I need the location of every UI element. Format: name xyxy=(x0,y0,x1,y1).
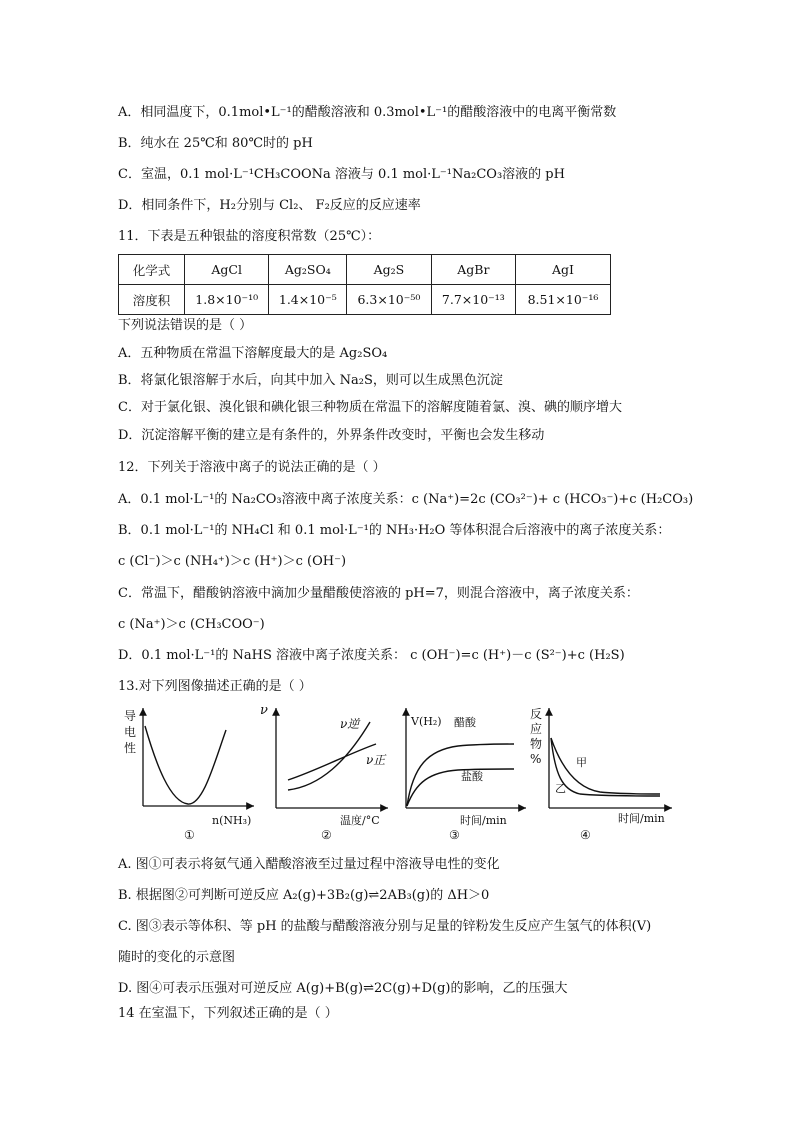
fig4-curve-yi xyxy=(551,738,660,796)
table-cell: 化学式 xyxy=(119,255,185,285)
q11-option-c: C．对于氯化银、溴化银和碘化银三种物质在常温下的溶解度随着氯、溴、碘的顺序增大 xyxy=(118,400,622,415)
fig1-ylabel-2: 电 xyxy=(124,725,137,739)
q12-stem: 12．下列关于溶液中离子的说法正确的是（ ） xyxy=(118,460,386,475)
fig1-number: ① xyxy=(184,828,195,842)
q12-option-a: A．0.1 mol·L⁻¹的 Na₂CO₃溶液中离子浓度关系：c (Na⁺)=2c (CO₃²⁻)+ c (HCO₃⁻)+c (H₂CO₃) xyxy=(118,492,694,507)
fig4-curve-jia xyxy=(551,738,660,794)
figure-3 xyxy=(398,704,538,846)
table-cell: 6.3×10⁻⁵⁰ xyxy=(347,285,431,315)
q13-option-b: B. 根据图②可判断可逆反应 A₂(g)+3B₂(g)⇌2AB₃(g)的 ΔH＞0 xyxy=(118,888,490,903)
fig3-ylabel: V(H₂) xyxy=(411,715,442,728)
table-cell: AgI xyxy=(516,255,611,285)
q10-option-a: A．相同温度下，0.1mol•L⁻¹的醋酸溶液和 0.3mol•L⁻¹的醋酸溶液中的电离平衡常数 xyxy=(118,105,617,120)
table-row xyxy=(119,255,611,285)
table-cell: 1.8×10⁻¹⁰ xyxy=(185,285,269,315)
q12-option-b-line2: c (Cl⁻)＞c (NH₄⁺)＞c (H⁺)＞c (OH⁻) xyxy=(118,554,347,569)
fig1-xlabel: n(NH₃) xyxy=(212,814,252,827)
q14-stem: 14 在室温下，下列叙述正确的是（ ） xyxy=(118,1006,338,1021)
fig2-curve-label-reverse: ν逆 xyxy=(340,717,360,731)
fig4-ylabel-2: 应 xyxy=(530,722,543,736)
fig2-reverse-rate-curve xyxy=(288,722,370,790)
table-cell: Ag₂S xyxy=(347,255,431,285)
q13-option-c-line2: 随时的变化的示意图 xyxy=(118,950,236,965)
fig1-conductivity-curve xyxy=(145,726,226,804)
q11-option-a: A．五种物质在常温下溶解度最大的是 Ag₂SO₄ xyxy=(118,346,388,361)
q10-option-d: D．相同条件下，H₂分别与 Cl₂、 F₂反应的反应速率 xyxy=(118,198,421,213)
q13-option-c-line1: C. 图③表示等体积、等 pH 的盐酸与醋酸溶液分别与足量的锌粉发生反应产生氢气的体积(V) xyxy=(118,919,652,934)
q12-option-d: D．0.1 mol·L⁻¹的 NaHS 溶液中离子浓度关系： c (OH⁻)=c (H⁺)－c (S²⁻)+c (H₂S) xyxy=(118,648,625,663)
fig4-label-yi: 乙 xyxy=(555,782,566,795)
table-cell: 8.51×10⁻¹⁶ xyxy=(516,285,611,315)
fig3-label-hydrochloric: 盐酸 xyxy=(461,770,483,783)
q12-option-b-line1: B．0.1 mol·L⁻¹的 NH₄Cl 和 0.1 mol·L⁻¹的 NH₃·H₂O 等体积混合后溶液中的离子浓度关系： xyxy=(118,523,671,538)
fig1-ylabel-1: 导 xyxy=(124,709,137,723)
fig1-ylabel-3: 性 xyxy=(124,741,137,755)
table-row xyxy=(119,285,611,315)
fig4-ylabel-3: 物 xyxy=(530,737,543,751)
fig2-ylabel: ν xyxy=(260,704,268,718)
fig4-ylabel-1: 反 xyxy=(530,707,543,721)
fig4-label-jia: 甲 xyxy=(576,756,587,769)
q10-option-c: C．室温，0.1 mol·L⁻¹CH₃COONa 溶液与 0.1 mol·L⁻¹Na₂CO₃溶液的 pH xyxy=(118,167,565,182)
fig2-forward-rate-curve xyxy=(288,744,376,780)
fig4-ylabel-4: % xyxy=(530,752,542,766)
table-cell: 1.4×10⁻⁵ xyxy=(269,285,347,315)
q11-question: 下列说法错误的是（ ） xyxy=(118,318,253,333)
q12-option-c-line2: c (Na⁺)＞c (CH₃COO⁻) xyxy=(118,617,265,632)
fig2-curve-label-forward: ν正 xyxy=(366,753,386,767)
fig2-number: ② xyxy=(321,828,332,842)
table-cell: AgBr xyxy=(431,255,515,285)
fig2-xlabel: 温度/°C xyxy=(340,814,380,827)
fig4-xlabel: 时间/min xyxy=(618,812,665,825)
fig4-number: ④ xyxy=(580,828,591,842)
q10-option-b: B．纯水在 25℃和 80℃时的 pH xyxy=(118,136,313,151)
q13-option-a: A. 图①可表示将氨气通入醋酸溶液至过量过程中溶液导电性的变化 xyxy=(118,857,500,872)
ksp-table xyxy=(118,254,611,315)
fig3-number: ③ xyxy=(449,828,460,842)
q13-option-d: D. 图④可表示压强对可逆反应 A(g)+B(g)⇌2C(g)+D(g)的影响，乙的压强大 xyxy=(118,981,568,996)
fig3-xlabel: 时间/min xyxy=(460,814,507,827)
q11-option-b: B．将氯化银溶解于水后，向其中加入 Na₂S，则可以生成黑色沉淀 xyxy=(118,373,503,388)
table-cell: 溶度积 xyxy=(119,285,185,315)
q11-stem: 11．下表是五种银盐的溶度积常数（25℃）： xyxy=(118,229,381,244)
fig3-label-acetic: 醋酸 xyxy=(454,716,476,729)
figure-2 xyxy=(258,704,398,846)
table-cell: Ag₂SO₄ xyxy=(269,255,347,285)
figure-1 xyxy=(118,704,258,846)
q11-option-d: D．沉淀溶解平衡的建立是有条件的，外界条件改变时，平衡也会发生移动 xyxy=(118,428,545,443)
q13-figures xyxy=(118,704,678,846)
figure-4 xyxy=(530,704,678,846)
table-cell: 7.7×10⁻¹³ xyxy=(431,285,515,315)
table-cell: AgCl xyxy=(185,255,269,285)
q13-stem: 13.对下列图像描述正确的是（ ） xyxy=(118,679,312,694)
q12-option-c-line1: C．常温下，醋酸钠溶液中滴加少量醋酸使溶液的 pH=7，则混合溶液中，离子浓度关系： xyxy=(118,586,639,601)
